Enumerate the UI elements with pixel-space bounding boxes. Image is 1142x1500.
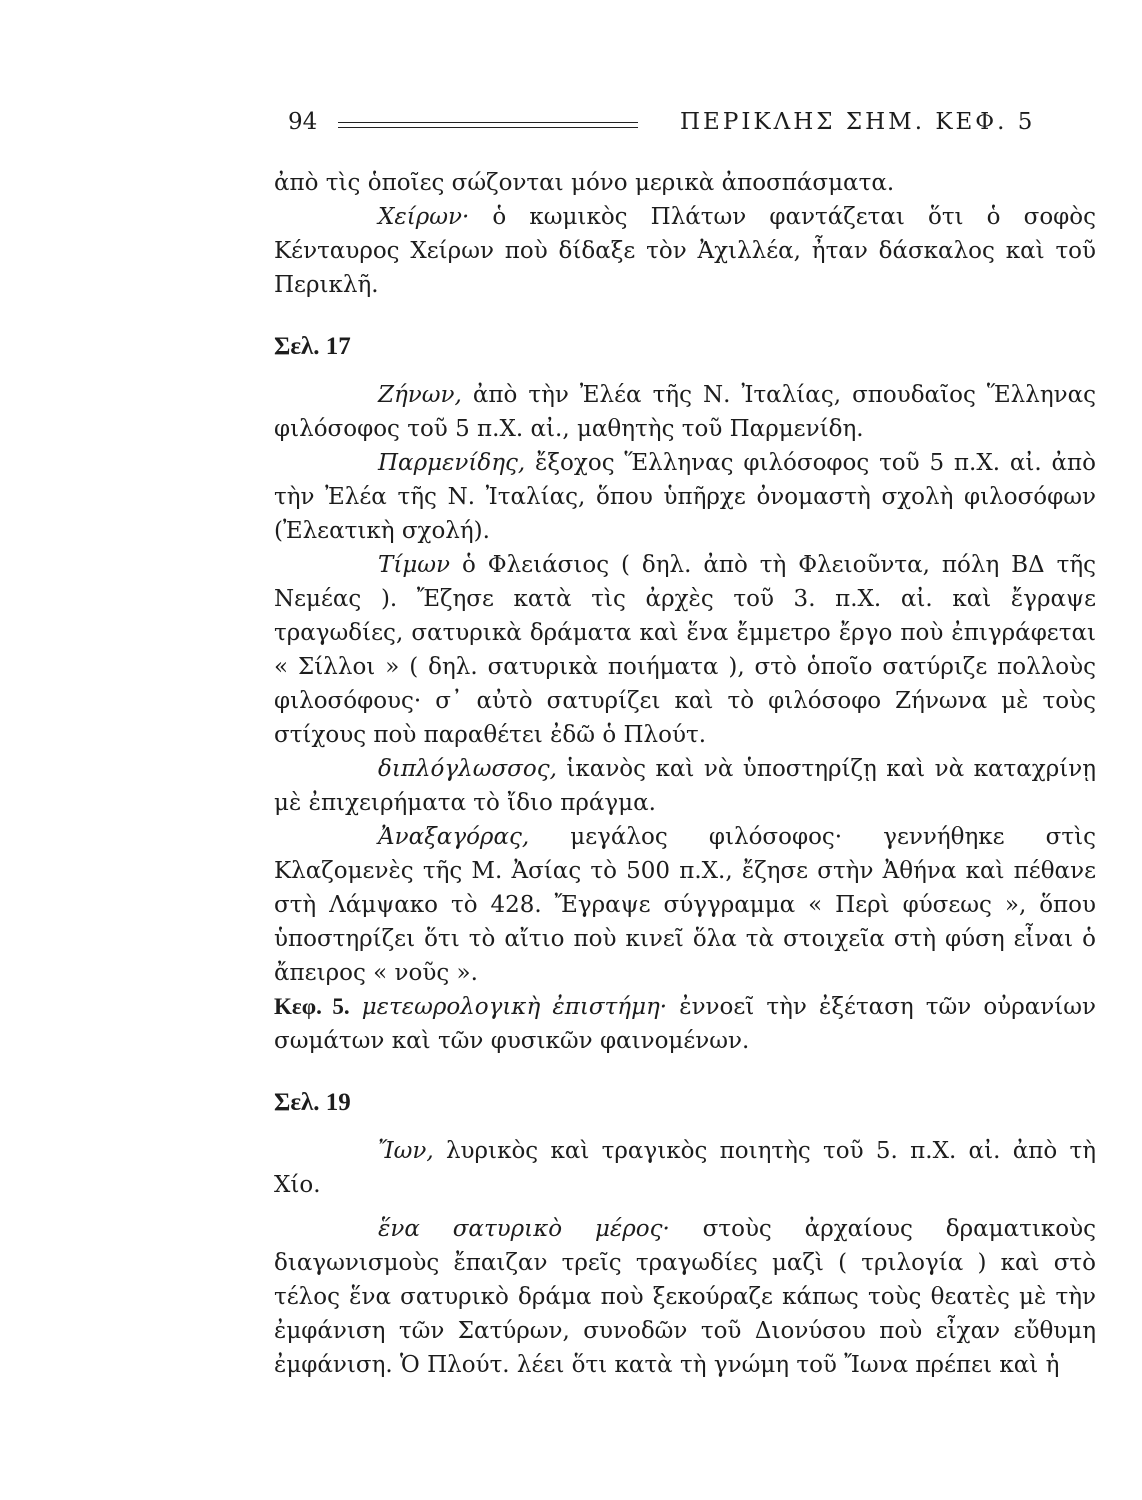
note-timon xyxy=(274,548,1096,752)
chapter-label: Κεφ. 5. xyxy=(274,994,350,1019)
header-rule xyxy=(338,122,638,128)
notes-body xyxy=(274,166,1096,1382)
paragraph-fragments xyxy=(274,166,1096,200)
note-text: μεγάλος φιλόσοφος· γεννήθηκε στὶς Κλαζομενὲς τῆς Μ. Ἀσίας τὸ 500 π.Χ., ἔζησε στὴν Ἀθήνα καὶ πέθανε στὴ Λάμψακο τὸ 428. Ἔγραψε σύγγραμμα « Περὶ φύσεως », ὅπου ὑποστηρίζει ὅτι τὸ αἴτιο ποὺ κινεῖ ὅλα τὰ στοιχεῖα στὴ φύση εἶναι ὁ ἄπειρος « νοῦς ». xyxy=(274,824,1096,986)
note-text: ἀπὸ τὴν Ἐλέα τῆς Ν. Ἰταλίας, σπουδαῖος Ἕλληνας φιλόσοφος τοῦ 5 π.Χ. αἰ., μαθητὴς τοῦ Παρμενίδη. xyxy=(274,382,1096,442)
note-parmenides xyxy=(274,446,1096,548)
paragraph-text: ἀπὸ τὶς ὁποῖες σώζονται μόνο μερικὰ ἀποσπάσματα. xyxy=(274,170,895,196)
note-cheiron xyxy=(274,200,1096,302)
note-term: μετεωρολογικὴ ἐπιστήμη· xyxy=(349,994,668,1020)
section-heading-page-19: Σελ. 19 xyxy=(274,1089,351,1116)
note-meteorologiki xyxy=(274,990,1096,1058)
note-anaxagoras xyxy=(274,820,1096,990)
note-text: ἔξοχος Ἕλληνας φιλόσοφος τοῦ 5 π.Χ. αἰ. ἀπὸ τὴν Ἐλέα τῆς Ν. Ἰταλίας, ὅπου ὑπῆρχε ὀνομαστὴ σχολὴ φιλοσόφων (Ἐλεατικὴ σχολή). xyxy=(274,450,1096,544)
note-text: στοὺς ἀρχαίους δραματικοὺς διαγωνισμοὺς ἔπαιζαν τρεῖς τραγωδίες μαζὶ ( τριλογία ) καὶ στὸ τέλος ἕνα σατυρικὸ δράμα ποὺ ξεκούραζε κάπως τοὺς θεατὲς μὲ τὴν ἐμφάνιση τῶν Σατύρων, συνοδῶν τοῦ Διονύσου ποὺ εἶχαν εὔθυμη ἐμφάνιση. Ὁ Πλούτ. λέει ὅτι κατὰ τὴ γνώμη τοῦ Ἴωνα πρέπει καὶ ἡ xyxy=(274,1216,1096,1378)
note-text: ὁ κωμικὸς Πλάτων φαντάζεται ὅτι ὁ σοφὸς Κένταυρος Χείρων ποὺ δίδαξε τὸν Ἀχιλλέα, ἦταν δάσκαλος καὶ τοῦ Περικλῆ. xyxy=(274,204,1096,298)
section-heading-page-17: Σελ. 17 xyxy=(274,333,351,360)
note-term: Τίμων xyxy=(378,552,451,578)
running-title: ΠΕΡΙΚΛΗΣ ΣΗΜ. ΚΕΦ. 5 xyxy=(680,109,1036,135)
note-term: Ἴων, xyxy=(378,1138,434,1164)
note-text: ἐννοεῖ τὴν ἐξέταση τῶν οὐρανίων σωμάτων καὶ τῶν φυσικῶν φαινομένων. xyxy=(274,994,1096,1054)
note-text: λυρικὸς καὶ τραγικὸς ποιητὴς τοῦ 5. π.Χ. αἰ. ἀπὸ τὴ Χίο. xyxy=(274,1138,1096,1198)
note-satyriko-meros xyxy=(274,1212,1096,1382)
note-term: Χείρων· xyxy=(378,204,470,230)
note-term: Ἀναξαγόρας, xyxy=(378,824,530,850)
page-number: 94 xyxy=(288,109,318,135)
note-text: ὁ Φλειάσιος ( δηλ. ἀπὸ τὴ Φλειοῦντα, πόλη ΒΔ τῆς Νεμέας ). Ἔζησε κατὰ τὶς ἀρχὲς τοῦ 3. π.Χ. αἰ. καὶ ἔγραψε τραγωδίες, σατυρικὰ δράματα καὶ ἕνα ἔμμετρο ἔργο ποὺ ἐπιγράφεται « Σίλλοι » ( δηλ. σατυρικὰ ποιήματα ), στὸ ὁποῖο σατύριζε πολλοὺς φιλοσόφους· σ᾽ αὐτὸ σατυρίζει καὶ τὸ φιλόσοφο Ζήνωνα μὲ τοὺς στίχους ποὺ παραθέτει ἐδῶ ὁ Πλούτ. xyxy=(274,552,1096,748)
note-zenon xyxy=(274,378,1096,446)
note-term: Παρμενίδης, xyxy=(378,450,526,476)
note-text: ἱκανὸς καὶ νὰ ὑποστηρίζῃ καὶ νὰ καταχρίνῃ μὲ ἐπιχειρήματα τὸ ἴδιο πράγμα. xyxy=(274,756,1096,816)
note-ion xyxy=(274,1134,1096,1202)
page-header xyxy=(288,102,1100,142)
note-diploglossos xyxy=(274,752,1096,820)
note-term: ἕνα σατυρικὸ μέρος· xyxy=(378,1216,670,1242)
note-term: διπλόγλωσσος, xyxy=(378,756,557,782)
note-term: Ζήνων, xyxy=(378,382,462,408)
